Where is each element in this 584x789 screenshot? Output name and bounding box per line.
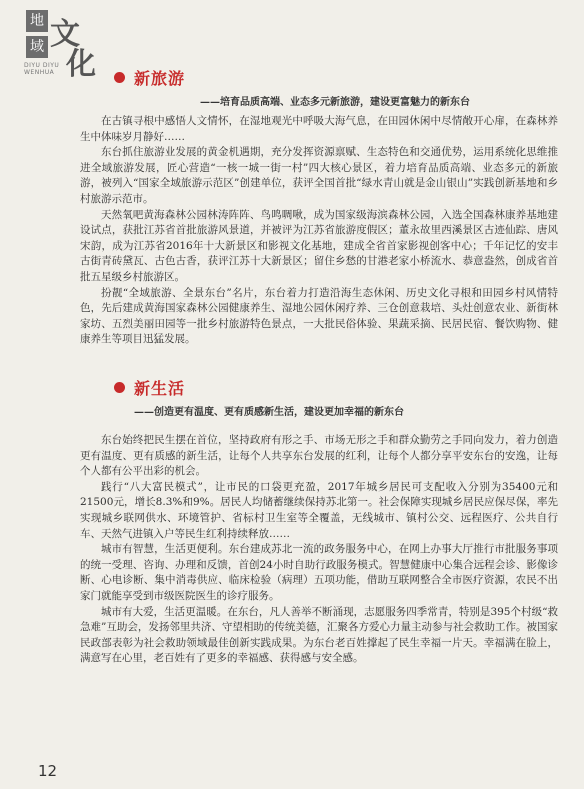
section-body-tourism [80, 114, 558, 348]
paragraph: 践行“八大富民模式”，让市民的口袋更充盈，2017年城乡居民可支配收入分别为35400元和21500元，增长8.3%和9%。居民人均储蓄继续保持苏北第一。社会保障实现城乡居民应保尽保，率先实现城乡联网供水、环境管护、省标村卫生室等全覆盖，无线城市、镇村公交、远程医疗、公共自行车、天然气进镇入户等民生红利持续释放…… [80, 480, 558, 540]
page-number: 12 [38, 762, 58, 780]
section-subtitle: ——培育品质高端、业态多元新旅游，建设更富魅力的新东台 [200, 97, 470, 108]
section-heading-tourism [114, 66, 185, 89]
column-logo [20, 4, 100, 94]
section-body-life [80, 433, 558, 667]
logo-pinyin: DIYU DIYU WENHUA [24, 62, 60, 76]
paragraph: 东台抓住旅游业发展的黄金机遇期，充分发挥资源禀赋、生态特色和交通优势，运用系统化思维推进全域旅游发展，匠心营造“一核一城一街一村”四大核心景区，着力培育品质高端、业态多元的新旅游，被列入“国家全域旅游示范区”创建单位，获评全国首批“绿水青山就是金山银山”实践创新基地和乡村旅游示范市。 [80, 146, 558, 205]
paragraph: 在古镇寻根中感悟人文情怀，在湿地观光中呼吸大海气息，在田园休闲中尽情敞开心扉，在森林养生中体味岁月静好…… [80, 115, 558, 143]
bullet-dot [114, 72, 125, 83]
paragraph: 城市有智慧，生活更便利。东台建成苏北一流的政务服务中心，在网上办事大厅推行市批服务事项的统一受理、咨询、办理和反馈，首创24小时自助行政服务模式。智慧健康中心集合远程会诊、影像诊断、心电诊断、集中消毒供应、临床检验（病理）五项功能，借助互联网整合全市医疗资源，农民不出家门就能享受到市级医院医生的诊疗服务。 [80, 543, 558, 602]
section-title: 新生活 [134, 379, 186, 398]
logo-char-yu: 域 [26, 36, 48, 58]
section-heading-life [114, 376, 185, 399]
paragraph: 东台始终把民生摆在首位，坚持政府有形之手、市场无形之手和群众勤劳之手同向发力，着力创造更有温度、更有质感的新生活，让每个人共享东台发展的红利，让每个人都分享平安东台的安逸，让每个人都有公平出彩的机会。 [80, 434, 558, 478]
bullet-dot [114, 382, 125, 393]
logo-char-di: 地 [26, 10, 48, 32]
paragraph: 天然氧吧黄海森林公园林涛阵阵、鸟鸣啁啾，成为国家级海滨森林公园，入选全国森林康养基地建设试点，获批江苏省首批旅游风景道，并被评为江苏省旅游度假区；董永故里西溪景区古迹仙踪、唐风宋韵，成为江苏省2016年十大新景区和影视文化基地，建成全省首家影视创客中心；千年记忆的安丰古街青砖黛瓦、古色古香，获评江苏十大新景区；留住乡愁的甘港老家小桥流水、恭意盎然，创成省首批五星级乡村旅游区。 [80, 208, 558, 283]
paragraph: 城市有大爱，生活更温暖。在东台，凡人善举不断涌现，志愿服务四季常青，特别是395个村级“救急难”互助会，发扬邻里共济、守望相助的传统美德，汇聚各方爱心力量主动参与社会救助工作。被国家民政部表彰为社会救助领域最佳创新实践成果。为东台老百姓撑起了民生幸福一片天。幸福满在脸上，满意写在心里，老百姓有了更多的幸福感、获得感与安全感。 [80, 605, 558, 665]
logo-char-wen: 文 [50, 17, 80, 52]
section-title: 新旅游 [134, 69, 186, 88]
section-subtitle: ——创造更有温度、更有质感新生活，建设更加幸福的新东台 [134, 407, 404, 418]
paragraph: 扮靓“全域旅游、全景东台”名片，东台着力打造沿海生态休闲、历史文化寻根和田园乡村风情特色，先后建成黄海国家森林公园健康养生、湿地公园休闲疗养、三仓创意栽培、头灶创意农业、新街林家坊、五烈美丽田园等一批乡村旅游特色景点，一大批民俗体验、果蔬采摘、民居民宿、餐饮购物、健康养生等项目迅猛发展。 [80, 286, 558, 346]
logo-char-hua: 化 [66, 47, 96, 82]
